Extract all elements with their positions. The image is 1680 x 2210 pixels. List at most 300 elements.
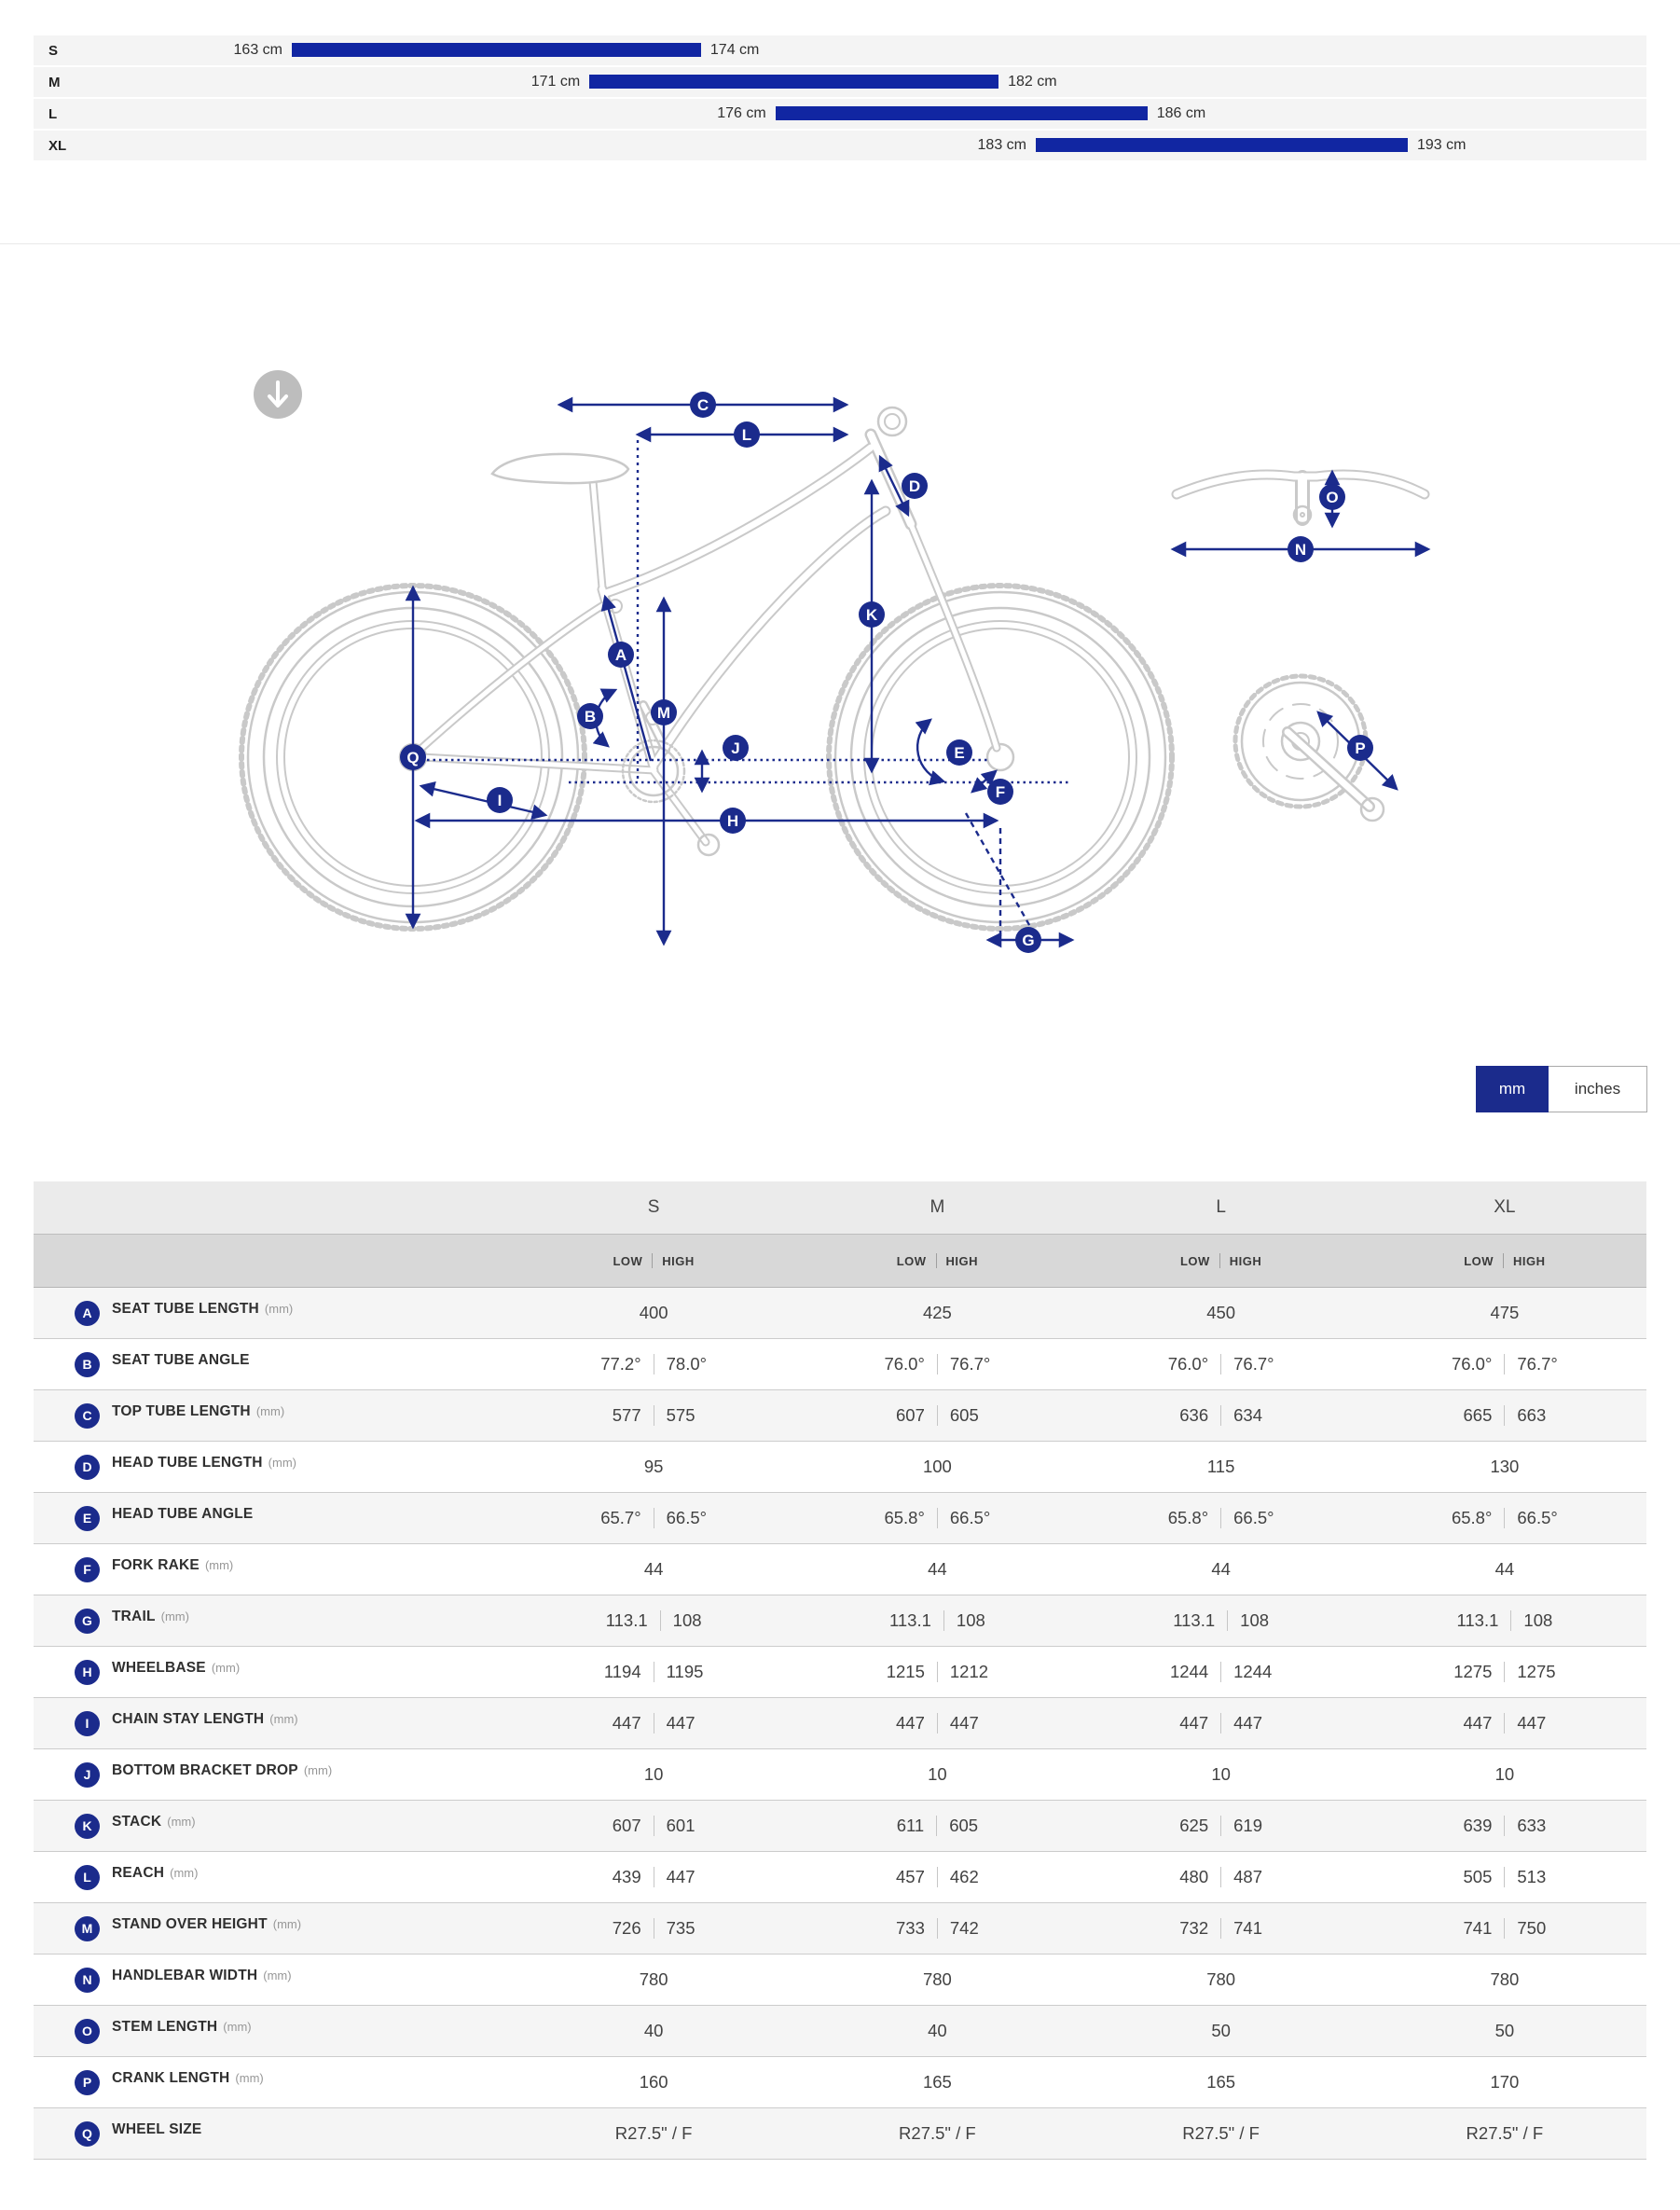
max-height-label: 186 cm [1156,105,1206,121]
low-label: LOW [613,1253,643,1268]
value-cell-xl [1363,1816,1646,1836]
letter-badge: H [75,1660,100,1685]
value-cell-m [795,1559,1079,1580]
low-value: 577 [612,1405,641,1425]
value-cell-s [512,1405,795,1426]
low-value: 457 [896,1867,925,1886]
svg-text:C: C [696,396,709,414]
value-cell-xl [1363,1662,1646,1682]
value-cell-m [795,1303,1079,1323]
mm-button[interactable]: mm [1476,1066,1549,1112]
value-cell-l [1080,1662,1363,1682]
value-cell-s [512,1457,795,1477]
value-cell-m [795,1713,1079,1733]
value-divider [1220,1662,1221,1682]
high-value: 575 [666,1405,695,1425]
value-cell-xl [1363,1559,1646,1580]
value: 165 [922,2072,952,2092]
spec-unit: (mm) [170,1865,199,1880]
value: 100 [922,1457,952,1476]
value-cell-m [795,1354,1079,1374]
column-header-s: S [647,1197,660,1217]
value-divider [1504,1662,1505,1682]
spec-label-cell [34,1352,512,1377]
value: 780 [1490,1969,1520,1989]
size-label: M [48,75,61,90]
high-value: 750 [1517,1918,1547,1938]
high-value: 735 [666,1918,695,1938]
low-value: 611 [896,1816,925,1835]
value-divider [936,1816,937,1836]
spec-name: FORK RAKE [112,1556,200,1573]
high-value: 462 [949,1867,979,1886]
value-cell-xl [1363,1457,1646,1477]
value-divider [1504,1405,1505,1426]
value-cell-m [795,2123,1079,2144]
spec-unit: (mm) [235,2070,264,2085]
high-value: 108 [956,1610,985,1630]
value: 780 [1206,1969,1236,1989]
table-row-i [34,1698,1646,1749]
value-cell-l [1080,1354,1363,1374]
spec-unit: (mm) [268,1455,296,1470]
spec-label-cell [34,1762,512,1788]
high-value: 1275 [1517,1662,1556,1681]
value-cell-xl [1363,2123,1646,2144]
table-row-p [34,2057,1646,2108]
diagram-label-d [902,473,928,499]
high-label: HIGH [1513,1253,1546,1268]
high-value: 633 [1517,1816,1547,1835]
low-value: 76.0° [1451,1354,1493,1374]
high-value: 605 [949,1816,979,1835]
value-divider [1220,1867,1221,1887]
high-value: 66.5° [1233,1508,1274,1527]
value-cell-s [512,1354,795,1374]
low-label: LOW [1464,1253,1494,1268]
value-cell-xl [1363,1405,1646,1426]
high-value: 76.7° [949,1354,991,1374]
value-cell-m [795,2021,1079,2041]
value: 780 [922,1969,952,1989]
table-row-c [34,1390,1646,1442]
letter-badge: K [75,1814,100,1839]
max-height-label: 193 cm [1417,137,1467,153]
min-height-label: 183 cm [977,137,1026,153]
spec-name: HEAD TUBE ANGLE [112,1505,254,1522]
value-divider [937,1405,938,1426]
front-wheel-icon [829,586,1172,929]
value: 40 [928,2021,947,2040]
value: 44 [1494,1559,1515,1579]
low-value: 741 [1463,1918,1493,1938]
value: 780 [639,1969,668,1989]
low-value: 447 [1463,1713,1493,1733]
high-label: HIGH [945,1253,979,1268]
low-value: 625 [1179,1816,1209,1835]
value-cell-l [1080,1457,1363,1477]
column-header-m: M [930,1197,945,1217]
low-value: 1275 [1453,1662,1493,1681]
table-row-l [34,1852,1646,1903]
value-cell-m [795,1457,1079,1477]
value-cell-s [512,1662,795,1682]
value-divider [1504,1508,1505,1528]
spec-unit: (mm) [211,1660,241,1675]
diagram-label-i [487,787,513,813]
spec-label-cell [34,2121,512,2147]
spec-label-cell [34,1660,512,1685]
value-cell-m [795,1610,1079,1631]
spec-unit: (mm) [255,1403,285,1418]
high-value: 447 [1517,1713,1547,1733]
spec-label-cell [34,1506,512,1531]
value-cell-xl [1363,1969,1646,1990]
high-value: 447 [949,1713,979,1733]
spec-label-cell [34,1557,512,1582]
value-cell-s [512,1559,795,1580]
value-cell-l [1080,1610,1363,1631]
value-cell-l [1080,2123,1363,2144]
low-value: 480 [1179,1867,1209,1886]
high-value: 601 [666,1816,695,1835]
high-value: 66.5° [949,1508,991,1527]
value-divider [1504,1867,1505,1887]
spec-unit: (mm) [303,1762,333,1777]
min-height-label: 171 cm [530,74,581,90]
unit-toggle [1476,1066,1647,1112]
value-cell-m [795,1662,1079,1682]
bike-geometry-diagram [0,0,1680,1054]
value-divider [1220,1816,1221,1836]
value-cell-xl [1363,1354,1646,1374]
value: R27.5" / F [1182,2123,1260,2143]
value-divider [937,1867,938,1887]
table-row-n [34,1954,1646,2006]
value-divider [660,1610,661,1631]
spec-name: CHAIN STAY LENGTH [112,1710,265,1727]
letter-badge: A [75,1301,100,1326]
table-row-o [34,2006,1646,2057]
low-high-header-xl [1363,1253,1646,1268]
value-cell-l [1080,1969,1363,1990]
svg-text:N: N [1294,541,1307,559]
value-divider [1220,1405,1221,1426]
high-value: 66.5° [1517,1508,1558,1527]
diagram-label-h [720,808,746,834]
spec-name: WHEEL SIZE [112,2120,202,2137]
value-divider [1504,1816,1505,1836]
high-value: 1212 [949,1662,989,1681]
value: 95 [643,1457,664,1476]
svg-text:L: L [741,426,752,444]
value-divider [943,1610,944,1631]
value: 40 [643,2021,664,2040]
value: 10 [1211,1764,1231,1784]
low-high-header-m [795,1253,1079,1268]
spec-label-cell [34,1814,512,1839]
value-divider [937,1662,938,1682]
table-row-k [34,1801,1646,1852]
value-cell-xl [1363,1508,1646,1528]
value: 10 [643,1764,664,1784]
spec-unit: (mm) [167,1814,196,1829]
letter-badge: F [75,1557,100,1582]
value-cell-xl [1363,1867,1646,1887]
high-value: 619 [1233,1816,1262,1835]
diagram-label-m [651,699,677,725]
table-row-h [34,1647,1646,1698]
spec-name: HANDLEBAR WIDTH [112,1967,258,1983]
value-divider [1220,1713,1221,1733]
table-row-a [34,1288,1646,1339]
spec-label-cell [34,1609,512,1634]
value-cell-l [1080,1405,1363,1426]
value-cell-m [795,1918,1079,1939]
value: 425 [922,1303,952,1322]
letter-badge: L [75,1865,100,1890]
diagram-label-b [577,703,603,729]
handlebar-top-view-icon [1177,475,1425,523]
high-value: 741 [1233,1918,1262,1938]
max-height-label: 182 cm [1008,74,1057,90]
table-row-d [34,1442,1646,1493]
low-value: 1244 [1169,1662,1209,1681]
value-cell-xl [1363,1918,1646,1939]
low-value: 113.1 [1456,1610,1499,1630]
value-cell-l [1080,2021,1363,2041]
svg-text:F: F [995,783,1006,801]
svg-text:J: J [731,739,740,757]
high-value: 513 [1517,1867,1547,1886]
spec-name: REACH [112,1864,165,1881]
size-label: L [48,106,58,122]
min-height-label: 163 cm [233,42,282,58]
low-high-header-l [1080,1253,1363,1268]
value-divider [1220,1918,1221,1939]
value-divider [1504,1354,1505,1374]
svg-text:P: P [1355,739,1366,757]
value-cell-m [795,1764,1079,1785]
value-cell-l [1080,1713,1363,1733]
low-value: 607 [896,1405,925,1425]
letter-badge: I [75,1711,100,1736]
low-value: 65.7° [600,1508,641,1527]
high-value: 447 [666,1713,695,1733]
value-cell-l [1080,1303,1363,1323]
svg-text:Q: Q [406,749,420,767]
value: 170 [1490,2072,1520,2092]
low-value: 636 [1179,1405,1209,1425]
min-height-label: 176 cm [717,105,766,121]
spec-name: HEAD TUBE LENGTH [112,1454,263,1471]
low-value: 113.1 [888,1610,931,1630]
high-value: 1244 [1233,1662,1273,1681]
high-label: HIGH [1229,1253,1262,1268]
value-cell-m [795,1969,1079,1990]
spec-label-cell [34,1403,512,1429]
high-value: 108 [1523,1610,1553,1630]
value-divider [937,1918,938,1939]
diagram-label-k [859,601,885,628]
value-divider [937,1354,938,1374]
spec-label-cell [34,1865,512,1890]
max-height-label: 174 cm [709,42,760,58]
value-cell-l [1080,1559,1363,1580]
low-value: 505 [1463,1867,1493,1886]
value-cell-xl [1363,1303,1646,1323]
spec-unit: (mm) [264,1301,294,1316]
column-header-xl: XL [1494,1197,1516,1217]
value-cell-m [795,1508,1079,1528]
spec-unit: (mm) [204,1557,234,1572]
svg-text:D: D [908,477,921,495]
low-value: 733 [896,1918,925,1938]
value: R27.5" / F [1466,2123,1544,2143]
value-divider [937,1508,938,1528]
low-value: 1215 [886,1662,925,1681]
table-row-f [34,1544,1646,1595]
table-row-g [34,1595,1646,1647]
value-cell-xl [1363,2072,1646,2093]
diagram-label-q [400,744,426,770]
low-value: 439 [612,1867,641,1886]
value-cell-xl [1363,1764,1646,1785]
value: 115 [1206,1457,1235,1476]
spec-name: WHEELBASE [112,1659,206,1676]
low-value: 76.0° [884,1354,925,1374]
high-value: 78.0° [666,1354,708,1374]
value-cell-s [512,1969,795,1990]
value-cell-s [512,1508,795,1528]
low-value: 113.1 [605,1610,648,1630]
value-cell-m [795,1867,1079,1887]
low-value: 65.8° [1167,1508,1209,1527]
high-value: 447 [1233,1713,1262,1733]
letter-badge: J [75,1762,100,1788]
low-value: 639 [1463,1816,1493,1835]
low-label: LOW [1179,1253,1210,1268]
svg-text:O: O [1326,489,1339,506]
value: 165 [1206,2072,1236,2092]
low-value: 447 [896,1713,925,1733]
value: 450 [1206,1303,1236,1322]
geometry-table-subheader [34,1235,1646,1288]
spec-name: STAND OVER HEIGHT [112,1915,268,1932]
value-cell-xl [1363,2021,1646,2041]
spec-unit: (mm) [160,1609,189,1623]
letter-badge: M [75,1916,100,1941]
high-value: 76.7° [1233,1354,1274,1374]
low-value: 726 [612,1918,641,1938]
low-value: 447 [612,1713,641,1733]
table-row-q [34,2108,1646,2160]
svg-text:B: B [584,708,597,725]
value-divider [1504,1918,1505,1939]
value: 160 [639,2072,668,2092]
value-cell-s [512,2021,795,2041]
value: 44 [643,1559,664,1579]
letter-badge: E [75,1506,100,1531]
high-value: 487 [1233,1867,1262,1886]
value-cell-s [512,1867,795,1887]
value-cell-xl [1363,1610,1646,1631]
spec-name: TRAIL [112,1608,156,1624]
value-cell-l [1080,1918,1363,1939]
value-cell-s [512,1764,795,1785]
diagram-label-e [946,739,972,766]
scroll-down-button[interactable] [254,370,302,419]
svg-text:K: K [865,606,878,624]
high-value: 447 [666,1867,695,1886]
low-high-header-s [512,1253,795,1268]
value-divider [1504,1713,1505,1733]
spec-name: BOTTOM BRACKET DROP [112,1761,298,1778]
low-value: 447 [1179,1713,1209,1733]
diagram-label-o [1319,484,1345,510]
value-cell-s [512,1816,795,1836]
value-cell-l [1080,1508,1363,1528]
letter-badge: O [75,2019,100,2044]
value: 130 [1490,1457,1520,1476]
spec-label-cell [34,1455,512,1480]
value: R27.5" / F [614,2123,693,2143]
value: 50 [1211,2021,1231,2040]
high-value: 108 [1240,1610,1270,1630]
low-value: 77.2° [600,1354,641,1374]
saddle-icon [492,454,628,483]
spec-name: STEM LENGTH [112,2018,218,2035]
svg-text:I: I [497,792,503,809]
diagram-label-f [987,779,1013,805]
letter-badge: N [75,1968,100,1993]
value-divider [1220,1508,1221,1528]
letter-badge: P [75,2070,100,2095]
spec-unit: (mm) [223,2019,252,2034]
table-row-j [34,1749,1646,1801]
low-label: LOW [896,1253,927,1268]
spec-name: SEAT TUBE LENGTH [112,1300,259,1317]
high-label: HIGH [662,1253,695,1268]
low-high-divider [1503,1253,1504,1268]
size-label: XL [48,138,67,154]
value-cell-l [1080,1816,1363,1836]
spec-label-cell [34,2019,512,2044]
diagram-label-l [734,421,760,448]
low-value: 607 [612,1816,641,1835]
value-cell-xl [1363,1713,1646,1733]
low-value: 665 [1463,1405,1493,1425]
spec-name: CRANK LENGTH [112,2069,230,2086]
inches-button[interactable]: inches [1549,1066,1647,1112]
value-cell-s [512,1610,795,1631]
high-value: 1195 [666,1662,704,1681]
low-value: 65.8° [884,1508,925,1527]
value: 10 [928,1764,947,1784]
diagram-label-p [1347,735,1373,761]
spec-label-cell [34,1711,512,1736]
high-value: 108 [672,1610,702,1630]
bike-line-art [241,407,1425,929]
value-cell-s [512,1303,795,1323]
value-cell-s [512,1918,795,1939]
high-value: 76.7° [1517,1354,1558,1374]
value-divider [1220,1354,1221,1374]
high-value: 605 [949,1405,979,1425]
table-row-e [34,1493,1646,1544]
high-value: 66.5° [666,1508,708,1527]
value-cell-m [795,1405,1079,1426]
